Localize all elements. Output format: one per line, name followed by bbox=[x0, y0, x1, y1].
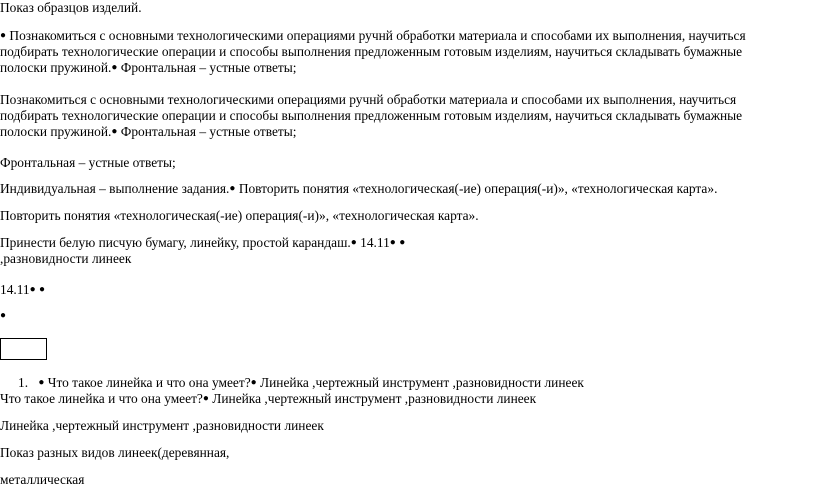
bullet-icon: ● bbox=[0, 310, 7, 321]
paragraph-date bbox=[0, 282, 790, 298]
paragraph-learn-operations-1 bbox=[0, 28, 790, 76]
text-ruler-kinds: ,разновидности линеек bbox=[0, 251, 132, 266]
text-learn-operations: Познакомиться с основными технологическими операциями ручнй обработки материала и способами их выполнения, научиться подбирать технологические операции и способы выполнения предложенным готовым изделиям, научиться складывать бумажные полоски пружиной. bbox=[0, 92, 743, 139]
paragraph-metal bbox=[0, 472, 790, 488]
bullet-icon: ● bbox=[399, 237, 406, 248]
empty-box bbox=[0, 338, 47, 360]
paragraph-lone-bullet bbox=[0, 308, 790, 324]
text-ruler-definition: Линейка ,чертежный инструмент ,разновидности линеек bbox=[260, 375, 584, 391]
text-ruler-definition: Линейка ,чертежный инструмент ,разновидности линеек bbox=[212, 391, 537, 406]
paragraph-ruler-definition bbox=[0, 418, 790, 434]
paragraph-learn-operations-2 bbox=[0, 92, 790, 140]
text-individual-task: Индивидуальная – выполнение задания. bbox=[0, 181, 230, 196]
bullet-icon: ● bbox=[250, 377, 257, 389]
paragraph-show-rulers bbox=[0, 445, 790, 461]
text-frontal-answers: Фронтальная – устные ответы; bbox=[120, 124, 297, 139]
numbered-list-item bbox=[18, 375, 778, 391]
bullet-icon: ● bbox=[389, 237, 396, 248]
paragraph-repeat-concepts bbox=[0, 208, 790, 224]
text-date: 14.11 bbox=[360, 235, 390, 250]
list-number: 1. bbox=[18, 375, 29, 391]
bullet-icon: ● bbox=[29, 284, 36, 295]
paragraph-individual bbox=[0, 181, 790, 197]
text-date: 14.11 bbox=[0, 282, 30, 297]
text-show-samples: Показ образцов изделий. bbox=[0, 0, 142, 15]
text-repeat-concepts: Повторить понятия «технологическая(-ие) операция(-и)», «технологическая карта». bbox=[238, 181, 718, 196]
paragraph-bring-materials bbox=[0, 235, 790, 267]
text-what-is-ruler: Что такое линейка и что она умеет? bbox=[0, 391, 203, 406]
bullet-icon: ● bbox=[350, 237, 357, 248]
bullet-icon: ● bbox=[39, 284, 46, 295]
text-repeat-concepts: Повторить понятия «технологическая(-ие) операция(-и)», «технологическая карта». bbox=[0, 208, 479, 223]
paragraph-what-is-ruler bbox=[0, 391, 790, 407]
text-show-rulers: Показ разных видов линеек(деревянная, bbox=[0, 445, 230, 460]
text-ruler-definition: Линейка ,чертежный инструмент ,разновидности линеек bbox=[0, 418, 324, 433]
bullet-icon: ● bbox=[202, 393, 209, 404]
text-metal: металлическая bbox=[0, 472, 85, 487]
text-frontal-answers: Фронтальная – устные ответы; bbox=[0, 155, 176, 170]
bullet-icon: ● bbox=[0, 30, 7, 41]
bullet-icon: ● bbox=[111, 126, 118, 137]
text-frontal-answers: Фронтальная – устные ответы; bbox=[120, 60, 297, 75]
bullet-icon: ● bbox=[38, 377, 45, 389]
paragraph-frontal bbox=[0, 155, 790, 171]
text-learn-operations: Познакомиться с основными технологическими операциями ручнй обработки материала и способами их выполнения, научиться подбирать технологические операции и способы выполнения предложенным готовым изделиям, научиться складывать бумажные полоски пружиной. bbox=[0, 28, 746, 75]
paragraph-show-samples bbox=[0, 0, 790, 16]
text-what-is-ruler: Что такое линейка и что она умеет? bbox=[47, 375, 251, 391]
text-bring-materials: Принести белую писчую бумагу, линейку, простой карандаш. bbox=[0, 235, 351, 250]
bullet-icon: ● bbox=[229, 183, 236, 194]
bullet-icon: ● bbox=[111, 62, 118, 73]
